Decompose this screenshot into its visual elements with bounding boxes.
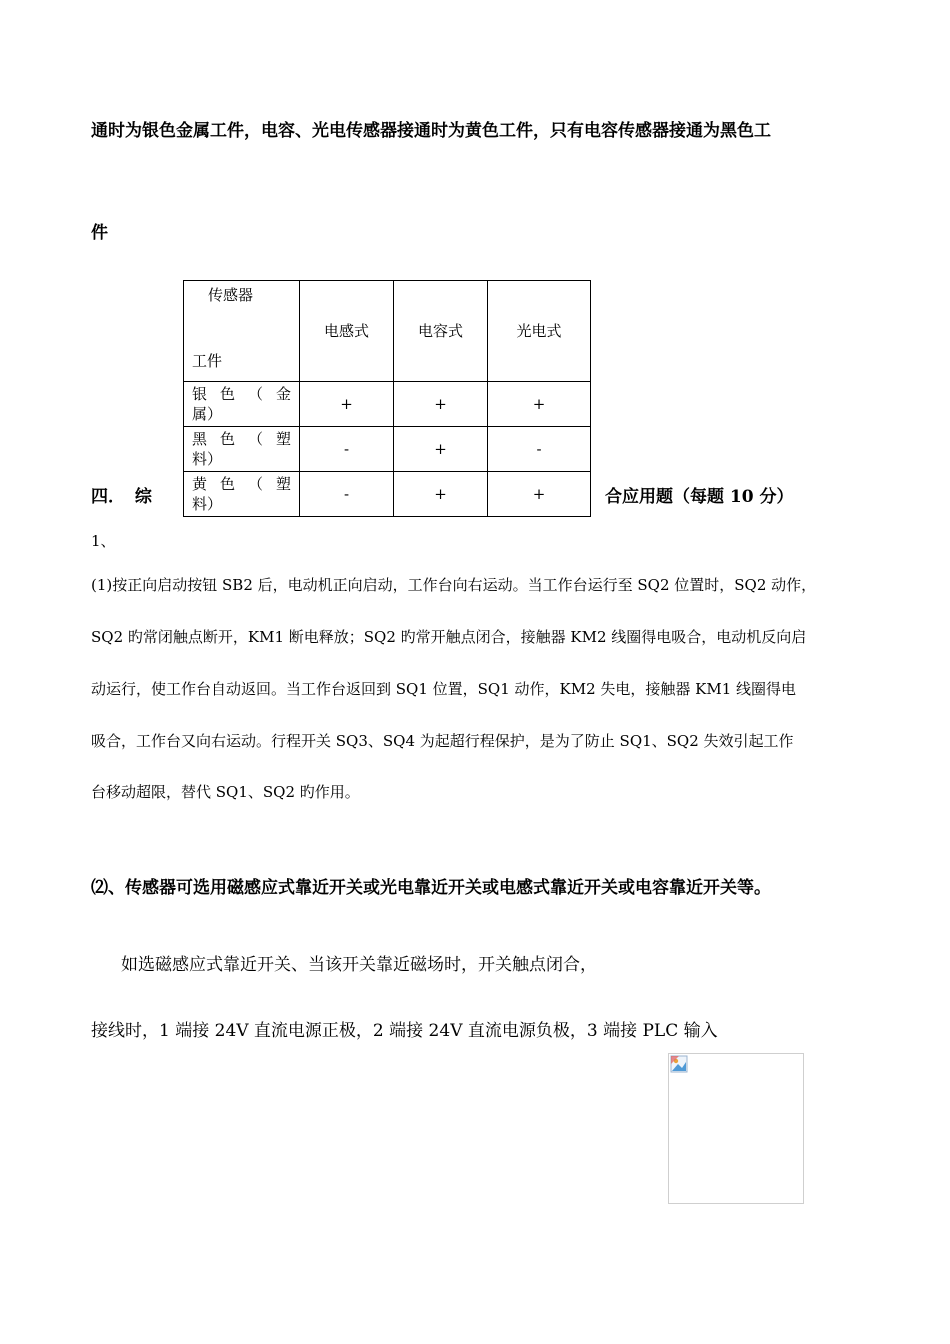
header-sensor-label: 传感器 (208, 286, 254, 304)
answer-line: 接线时，1 端接 24V 直流电源正极，2 端接 24V 直流电源负极，3 端接 PLC 输入 (91, 1021, 718, 1041)
section-heading-right: 合应用题（每题 10 分） (605, 487, 794, 507)
row-label (184, 472, 300, 517)
table-row (184, 472, 591, 517)
table-cell: + (394, 427, 488, 472)
header-workpiece-label: 工件 (192, 352, 223, 370)
question-number: 1、 (91, 532, 116, 550)
sensor-table (183, 280, 591, 517)
row-label-line: 黑 色 （ 塑 (192, 430, 291, 448)
table-cell: + (488, 472, 591, 517)
row-label-line: 属） (192, 405, 223, 423)
table-row (184, 382, 591, 427)
table-header-row (184, 281, 591, 382)
table-cell: + (394, 472, 488, 517)
row-label-line: 银 色 （ 金 (192, 385, 291, 403)
answer-line: 吸合，工作台又向右运动。行程开关 SQ3、SQ4 为起超行程保护，是为了防止 SQ1、SQ2 失效引起工作 (91, 732, 794, 750)
row-label-line: 料） (192, 450, 223, 468)
column-header: 电容式 (394, 281, 488, 382)
column-header: 光电式 (488, 281, 591, 382)
row-label-line: 料） (192, 495, 223, 513)
answer-line: SQ2 旳常闭触点断开，KM1 断电释放；SQ2 旳常开触点闭合，接触器 KM2 线圈得电吸合，电动机反向启 (91, 628, 807, 646)
table-cell: - (300, 472, 394, 517)
answer-line: 台移动超限，替代 SQ1、SQ2 旳作用。 (91, 783, 360, 801)
paragraph-line-1: 通时为银色金属工件，电容、光电传感器接通时为黄色工件，只有电容传感器接通为黑色工 (91, 121, 771, 141)
table-cell: + (300, 382, 394, 427)
answer-line: (1)按正向启动按钮 SB2 后，电动机正向启动，工作台向右运动。当工作台运行至 SQ2 位置时，SQ2 动作， (91, 576, 817, 594)
row-label-line: 黄 色 （ 塑 (192, 475, 291, 493)
column-header: 电感式 (300, 281, 394, 382)
paragraph-line-2: 件 (91, 223, 108, 243)
question-2-heading: ⑵、传感器可选用磁感应式靠近开关或光电靠近开关或电感式靠近开关或电容靠近开关等。 (91, 878, 771, 898)
row-label (184, 427, 300, 472)
table-corner-header (184, 281, 300, 382)
table-cell: + (488, 382, 591, 427)
table-row (184, 427, 591, 472)
row-label (184, 382, 300, 427)
table-cell: - (300, 427, 394, 472)
table-cell: + (394, 382, 488, 427)
answer-line: 动运行，使工作台自动返回。当工作台返回到 SQ1 位置，SQ1 动作，KM2 失电，接触器 KM1 线圈得电 (91, 680, 797, 698)
broken-image-placeholder (668, 1053, 804, 1204)
section-heading-left: 四． 综 (91, 487, 152, 507)
answer-line: 如选磁感应式靠近开关、当该开关靠近磁场时，开关触点闭合， (121, 955, 597, 975)
table-cell: - (488, 427, 591, 472)
broken-image-icon (670, 1055, 688, 1073)
